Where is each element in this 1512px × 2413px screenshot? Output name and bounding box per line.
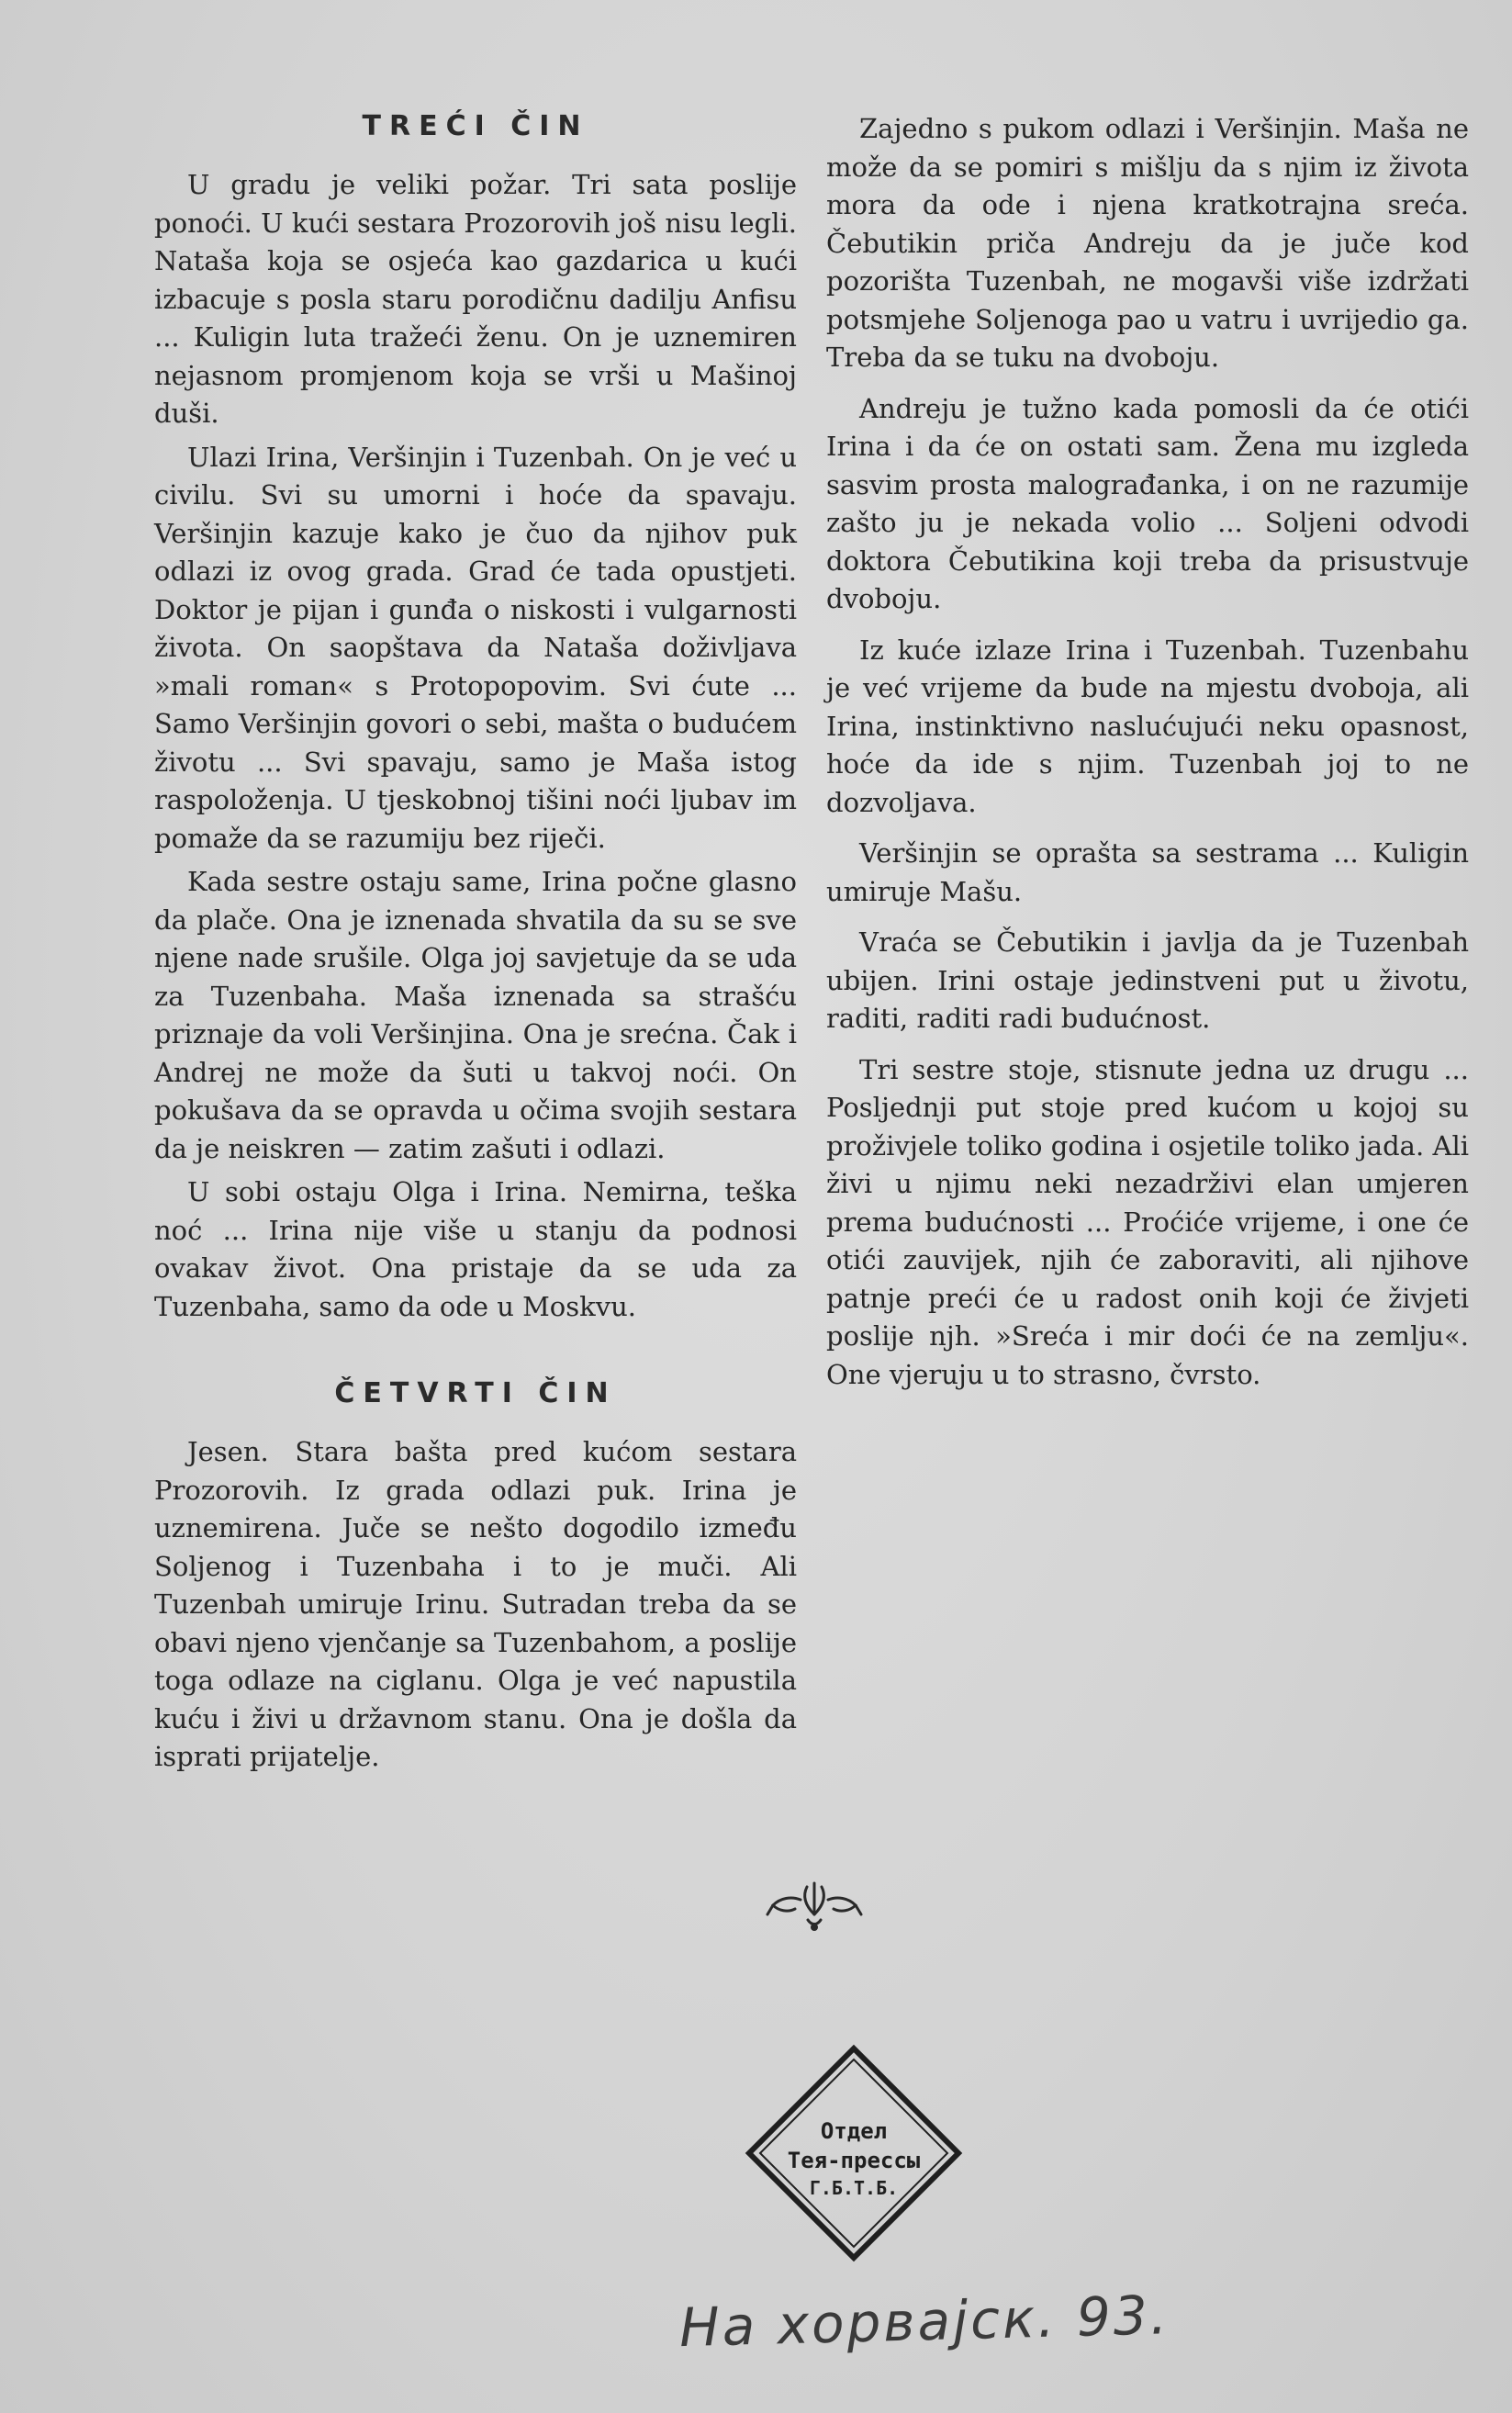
act4-paragraph-1: Jesen. Stara bašta pred kućom sestara Prozorovih. Iz grada odlazi puk. Irina je uznemirena. Juče se nešto dogodilo između Soljenog i Tuzenbaha i to je muči. Ali Tuzenbah umiruje Irinu. Sutradan treba da se obavi njeno vjenčanje sa Tuzenbahom, a poslije toga odlaze na ciglanu. Olga je već napustila kuću i živi u državnom stanu. Ona je došla da isprati prijatelje.: [154, 1436, 797, 1772]
stamp-line-3: Г.Б.Т.Б.: [809, 2177, 899, 2199]
act3-paragraph-4: U sobi ostaju Olga i Irina. Nemirna, teška noć ... Irina nije više u stanju da podnosi ovakav život. Ona pristaje da se uda za Tuzenbaha, samo da ode u Moskvu.: [154, 1176, 797, 1322]
left-column: [154, 110, 797, 1777]
act4-paragraph-4: Iz kuće izlaze Irina i Tuzenbah. Tuzenbahu je već vrijeme da bude na mjestu dvoboja, ali Irina, instinktivno naslućujući neku opasnost, hoće da ide s njim. Tuzenbah joj to ne dozvoljava.: [826, 634, 1469, 818]
act3-heading: TREĆI ČIN: [362, 110, 589, 142]
act4-paragraph-7: Tri sestre stoje, stisnute jedna uz drugu ... Posljednji put stoje pred kućom u kojoj su proživjele toliko godina i osjetile toliko jada. Ali živi u njimu neki nezadrživi elan umjeren prema budućnosti ... Proćiće vrijeme, i one će otići zauvijek, njih će zaboraviti, ali njihove patnje preći će u radost onih koji će živjeti poslije njh. »Sreća i mir doći će na zemlju«. One vjeruju u to strasno, čvrsto.: [826, 1053, 1469, 1390]
act4-paragraph-5: Veršinjin se oprašta sa sestrama ... Kuligin umiruje Mašu.: [826, 837, 1469, 907]
library-stamp: [744, 2043, 964, 2263]
act4-paragraph-2: Zajedno s pukom odlazi i Veršinjin. Maša ne može da se pomiri s mišlju da s njim iz života mora da ode i njena kratkotrajna sreća. Čebutikin priča Andreju da je juče kod pozorišta Tuzenbah, ne mogavši više izdržati potsmjehe Soljenoga pao u vatru i uvrijedio ga. Treba da se tuku na dvoboju.: [826, 113, 1469, 373]
fleuron-ornament-icon: [764, 1878, 865, 1935]
act3-paragraph-2: Ulazi Irina, Veršinjin i Tuzenbah. On je već u civilu. Svi su umorni i hoće da spavaju. Veršinjin kazuje kako je čuo da njihov puk odlazi iz ovog grada. Grad će tada opustjeti. Doktor je pijan i gunđa o niskosti i vulgarnosti života. On saopštava da Nataša doživljava »mali roman« s Protopopovim. Svi ćute ... Samo Veršinjin govori o sebi, mašta o budućem životu ... Svi spavaju, samo je Maša istog raspoloženja. U tjeskobnoj tišini noći ljubav im pomaže da se razumiju bez riječi.: [154, 441, 797, 854]
act4-heading: ČETVRTI ČIN: [334, 1377, 617, 1409]
act4-paragraph-3: Andreju je tužno kada pomosli da će otići Irina i da će on ostati sam. Žena mu izgleda sasvim prosta malograđanka, i on ne razumije zašto ju je nekada volio ... Soljeni odvodi doktora Čebutikina koji treba da prisustvuje dvoboju.: [826, 392, 1469, 614]
act3-paragraph-1: U gradu je veliki požar. Tri sata poslije ponoći. U kući sestara Prozorovih još nisu legli. Nataša koja se osjeća kao gazdarica u kući izbacuje s posla staru porodičnu dadilju Anfisu ... Kuligin luta tražeći ženu. On je uznemiren nejasnom promjenom koja se vrši u Mašinoj duši.: [154, 169, 797, 429]
act4-paragraph-6: Vraća se Čebutikin i javlja da je Tuzenbah ubijen. Irini ostaje jedinstveni put u životu, raditi, raditi radi budućnost.: [826, 926, 1469, 1034]
stamp-line-2: Тея-прессы: [787, 2148, 921, 2173]
act3-paragraph-3: Kada sestre ostaju same, Irina počne glasno da plače. Ona je iznenada shvatila da su se sve njene nade srušile. Olga joj savjetuje da se uda za Tuzenbaha. Maša iznenada sa strašću priznaje da voli Veršinjina. Ona je srećna. Čak i Andrej ne može da šuti u takvoj noći. On pokušava da se opravda u očima svojih sestara da je neiskren — zatim zašuti i odlazi.: [154, 866, 797, 1164]
right-column: [826, 110, 1469, 1394]
stamp-line-1: Отдел: [820, 2118, 888, 2144]
handwritten-note: На хорвајск. 93.: [678, 2284, 1170, 2360]
